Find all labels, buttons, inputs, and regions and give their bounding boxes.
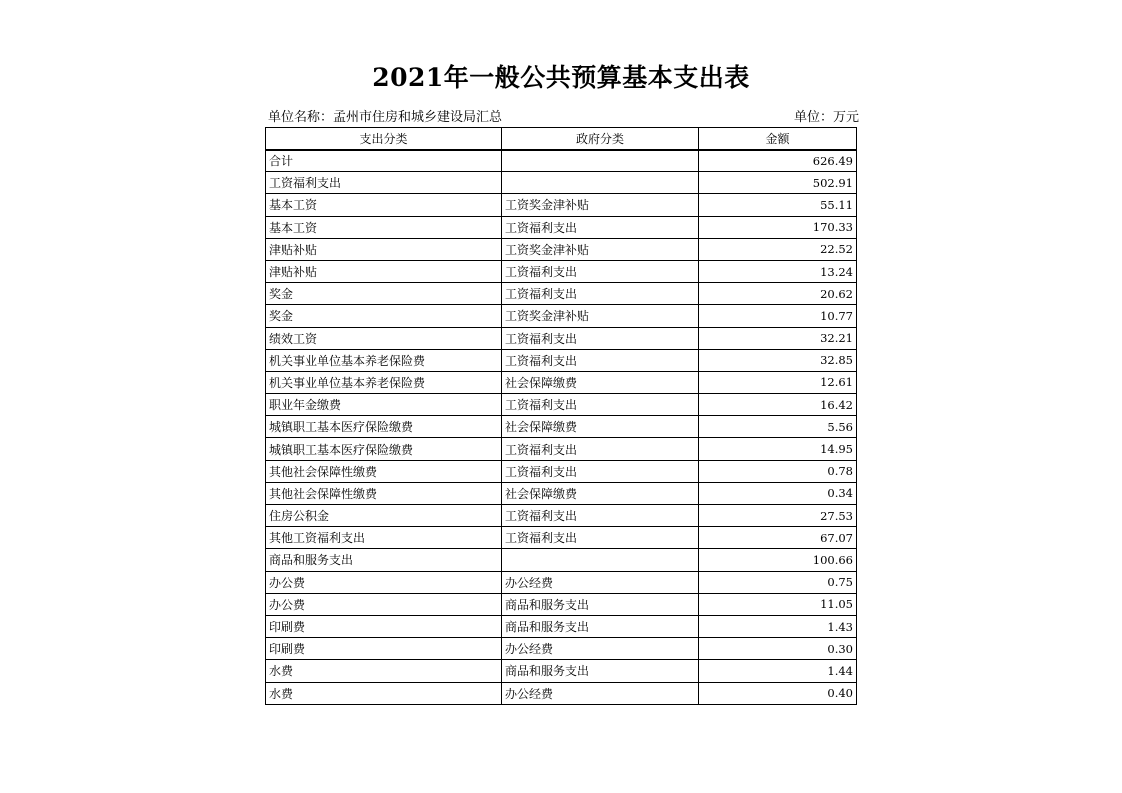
header-amount: 金额	[699, 128, 857, 150]
cell-amount: 0.78	[699, 460, 857, 482]
cell-amount: 0.34	[699, 482, 857, 504]
cell-amount: 1.43	[699, 615, 857, 637]
cell-amount: 32.85	[699, 349, 857, 371]
cell-gov-category: 工资福利支出	[502, 283, 699, 305]
cell-amount: 1.44	[699, 660, 857, 682]
cell-gov-category: 工资福利支出	[502, 460, 699, 482]
cell-category: 商品和服务支出	[266, 549, 502, 571]
cell-category: 工资福利支出	[266, 172, 502, 194]
cell-amount: 12.61	[699, 371, 857, 393]
cell-amount: 626.49	[699, 150, 857, 172]
cell-amount: 10.77	[699, 305, 857, 327]
table-row	[266, 660, 857, 682]
table-row	[266, 438, 857, 460]
table-row	[266, 638, 857, 660]
header-category: 支出分类	[266, 128, 502, 150]
table-row	[266, 615, 857, 637]
cell-gov-category: 社会保障缴费	[502, 416, 699, 438]
cell-gov-category: 工资福利支出	[502, 394, 699, 416]
cell-amount: 22.52	[699, 238, 857, 260]
cell-gov-category	[502, 172, 699, 194]
cell-amount: 170.33	[699, 216, 857, 238]
cell-amount: 20.62	[699, 283, 857, 305]
cell-gov-category: 工资福利支出	[502, 349, 699, 371]
cell-category: 城镇职工基本医疗保险缴费	[266, 416, 502, 438]
table-row	[266, 283, 857, 305]
cell-amount: 11.05	[699, 593, 857, 615]
cell-amount: 32.21	[699, 327, 857, 349]
table-row	[266, 505, 857, 527]
cell-amount: 14.95	[699, 438, 857, 460]
cell-gov-category: 办公经费	[502, 682, 699, 704]
cell-category: 办公费	[266, 593, 502, 615]
unit-label: 单位：万元	[794, 110, 860, 125]
table-row	[266, 571, 857, 593]
table-row	[266, 394, 857, 416]
cell-gov-category	[502, 150, 699, 172]
cell-category: 奖金	[266, 305, 502, 327]
cell-gov-category	[502, 549, 699, 571]
cell-gov-category: 工资福利支出	[502, 327, 699, 349]
cell-gov-category: 办公经费	[502, 638, 699, 660]
table-row	[266, 482, 857, 504]
cell-amount: 100.66	[699, 549, 857, 571]
cell-amount: 5.56	[699, 416, 857, 438]
cell-amount: 27.53	[699, 505, 857, 527]
cell-gov-category: 办公经费	[502, 571, 699, 593]
table-row	[266, 527, 857, 549]
cell-amount: 0.75	[699, 571, 857, 593]
cell-category: 基本工资	[266, 194, 502, 216]
table-row	[266, 593, 857, 615]
cell-gov-category: 工资奖金津补贴	[502, 305, 699, 327]
cell-gov-category: 工资福利支出	[502, 260, 699, 282]
cell-amount: 55.11	[699, 194, 857, 216]
cell-category: 其他社会保障性缴费	[266, 482, 502, 504]
cell-category: 印刷费	[266, 638, 502, 660]
cell-amount: 0.30	[699, 638, 857, 660]
cell-gov-category: 工资福利支出	[502, 438, 699, 460]
cell-amount: 16.42	[699, 394, 857, 416]
table-row	[266, 150, 857, 172]
cell-category: 机关事业单位基本养老保险费	[266, 349, 502, 371]
cell-gov-category: 社会保障缴费	[502, 482, 699, 504]
table-row	[266, 260, 857, 282]
table-row	[266, 460, 857, 482]
cell-category: 办公费	[266, 571, 502, 593]
cell-amount: 67.07	[699, 527, 857, 549]
cell-amount: 13.24	[699, 260, 857, 282]
table-row	[266, 172, 857, 194]
unit-name-label: 单位名称：孟州市住房和城乡建设局汇总	[268, 110, 503, 125]
cell-gov-category: 工资福利支出	[502, 216, 699, 238]
cell-gov-category: 工资福利支出	[502, 505, 699, 527]
table-row	[266, 327, 857, 349]
table-row	[266, 549, 857, 571]
budget-table	[265, 127, 857, 705]
cell-category: 水费	[266, 682, 502, 704]
cell-amount: 502.91	[699, 172, 857, 194]
cell-gov-category: 工资奖金津补贴	[502, 238, 699, 260]
cell-gov-category: 商品和服务支出	[502, 593, 699, 615]
cell-gov-category: 商品和服务支出	[502, 660, 699, 682]
cell-category: 住房公积金	[266, 505, 502, 527]
table-body	[266, 150, 857, 705]
cell-category: 津贴补贴	[266, 260, 502, 282]
cell-gov-category: 工资福利支出	[502, 527, 699, 549]
cell-gov-category: 工资奖金津补贴	[502, 194, 699, 216]
cell-category: 绩效工资	[266, 327, 502, 349]
table-row	[266, 371, 857, 393]
table-row	[266, 194, 857, 216]
cell-category: 合计	[266, 150, 502, 172]
table-row	[266, 416, 857, 438]
table-row	[266, 238, 857, 260]
cell-category: 机关事业单位基本养老保险费	[266, 371, 502, 393]
table-row	[266, 349, 857, 371]
cell-category: 其他社会保障性缴费	[266, 460, 502, 482]
cell-category: 印刷费	[266, 615, 502, 637]
cell-category: 津贴补贴	[266, 238, 502, 260]
cell-category: 城镇职工基本医疗保险缴费	[266, 438, 502, 460]
cell-gov-category: 商品和服务支出	[502, 615, 699, 637]
cell-category: 基本工资	[266, 216, 502, 238]
cell-category: 水费	[266, 660, 502, 682]
page-title: 2021年一般公共预算基本支出表	[372, 63, 750, 92]
header-gov-category: 政府分类	[502, 128, 699, 150]
table-row	[266, 682, 857, 704]
cell-category: 奖金	[266, 283, 502, 305]
table-row	[266, 216, 857, 238]
cell-category: 职业年金缴费	[266, 394, 502, 416]
cell-category: 其他工资福利支出	[266, 527, 502, 549]
table-header-row	[266, 128, 857, 150]
cell-gov-category: 社会保障缴费	[502, 371, 699, 393]
cell-amount: 0.40	[699, 682, 857, 704]
table-row	[266, 305, 857, 327]
